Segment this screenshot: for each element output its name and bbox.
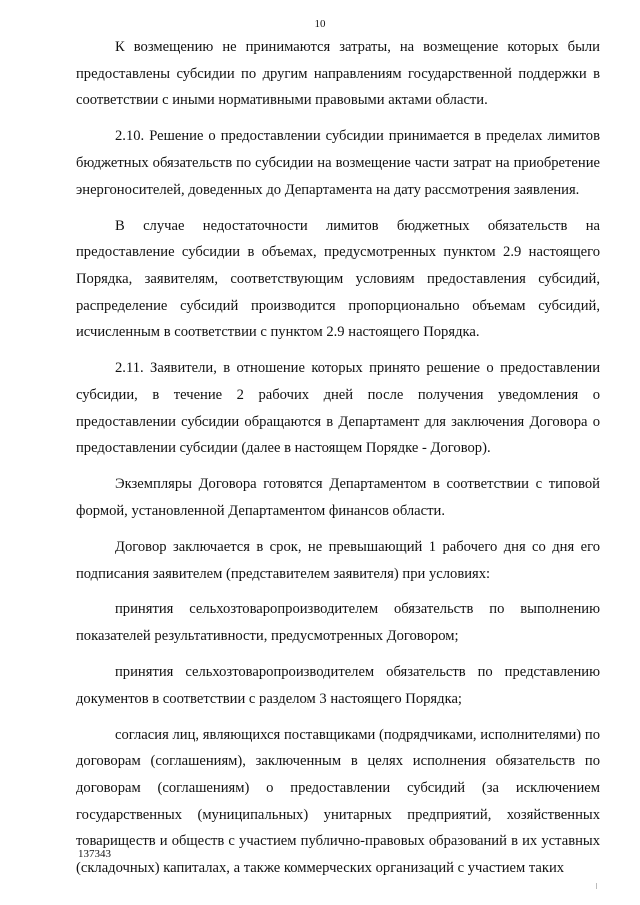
page-number: 10 (314, 18, 326, 30)
scan-mark (596, 883, 597, 889)
paragraph: К возмещению не принимаются затраты, на возмещение которых были предоставлены субсидии по другим направлениям государственной поддержки в соответствии с иными нормативными правовыми актами области. (76, 39, 600, 109)
footer-code: 137343 (78, 848, 111, 860)
paragraph: Экземпляры Договора готовятся Департаментом в соответствии с типовой формой, установленной Департаментом финансов области. (76, 476, 600, 519)
paragraph: 2.11. Заявители, в отношение которых принято решение о предоставлении субсидии, в течение 2 рабочих дней после получения уведомления о предоставлении субсидии обращаются в Департамент для заключения Договора о предоставлении субсидии (далее в настоящем Порядке - Договор). (76, 360, 600, 457)
paragraph: 2.10. Решение о предоставлении субсидии принимается в пределах лимитов бюджетных обязательств по субсидии на возмещение части затрат на приобретение энергоносителей, доведенных до Департамента на дату рассмотрения заявления. (76, 128, 600, 198)
document-body (76, 34, 600, 891)
paragraph: согласия лиц, являющихся поставщиками (подрядчиками, исполнителями) по договорам (соглашениям), заключенным в целях исполнения обязательств по договорам (соглашениям) о предоставлении субсидий (за исключением государственных (муниципальных) унитарных предприятий, хозяйственных товариществ и обществ с участием публично-правовых образований в их уставных (складочных) капиталах, а также коммерческих организаций с участием таких (76, 726, 600, 877)
paragraph: В случае недостаточности лимитов бюджетных обязательств на предоставление субсидии в объемах, предусмотренных пунктом 2.9 настоящего Порядка, заявителям, соответствующим условиям предоставления субсидий, распределение субсидий производится пропорционально объемам субсидий, исчисленным в соответствии с пунктом 2.9 настоящего Порядка. (76, 217, 600, 341)
paragraph: Договор заключается в срок, не превышающий 1 рабочего дня со дня его подписания заявителем (представителем заявителя) при условиях: (76, 538, 600, 582)
paragraph: принятия сельхозтоваропроизводителем обязательств по выполнению показателей результативности, предусмотренных Договором; (76, 601, 600, 645)
paragraph: принятия сельхозтоваропроизводителем обязательств по представлению документов в соответствии с разделом 3 настоящего Порядка; (76, 664, 600, 707)
